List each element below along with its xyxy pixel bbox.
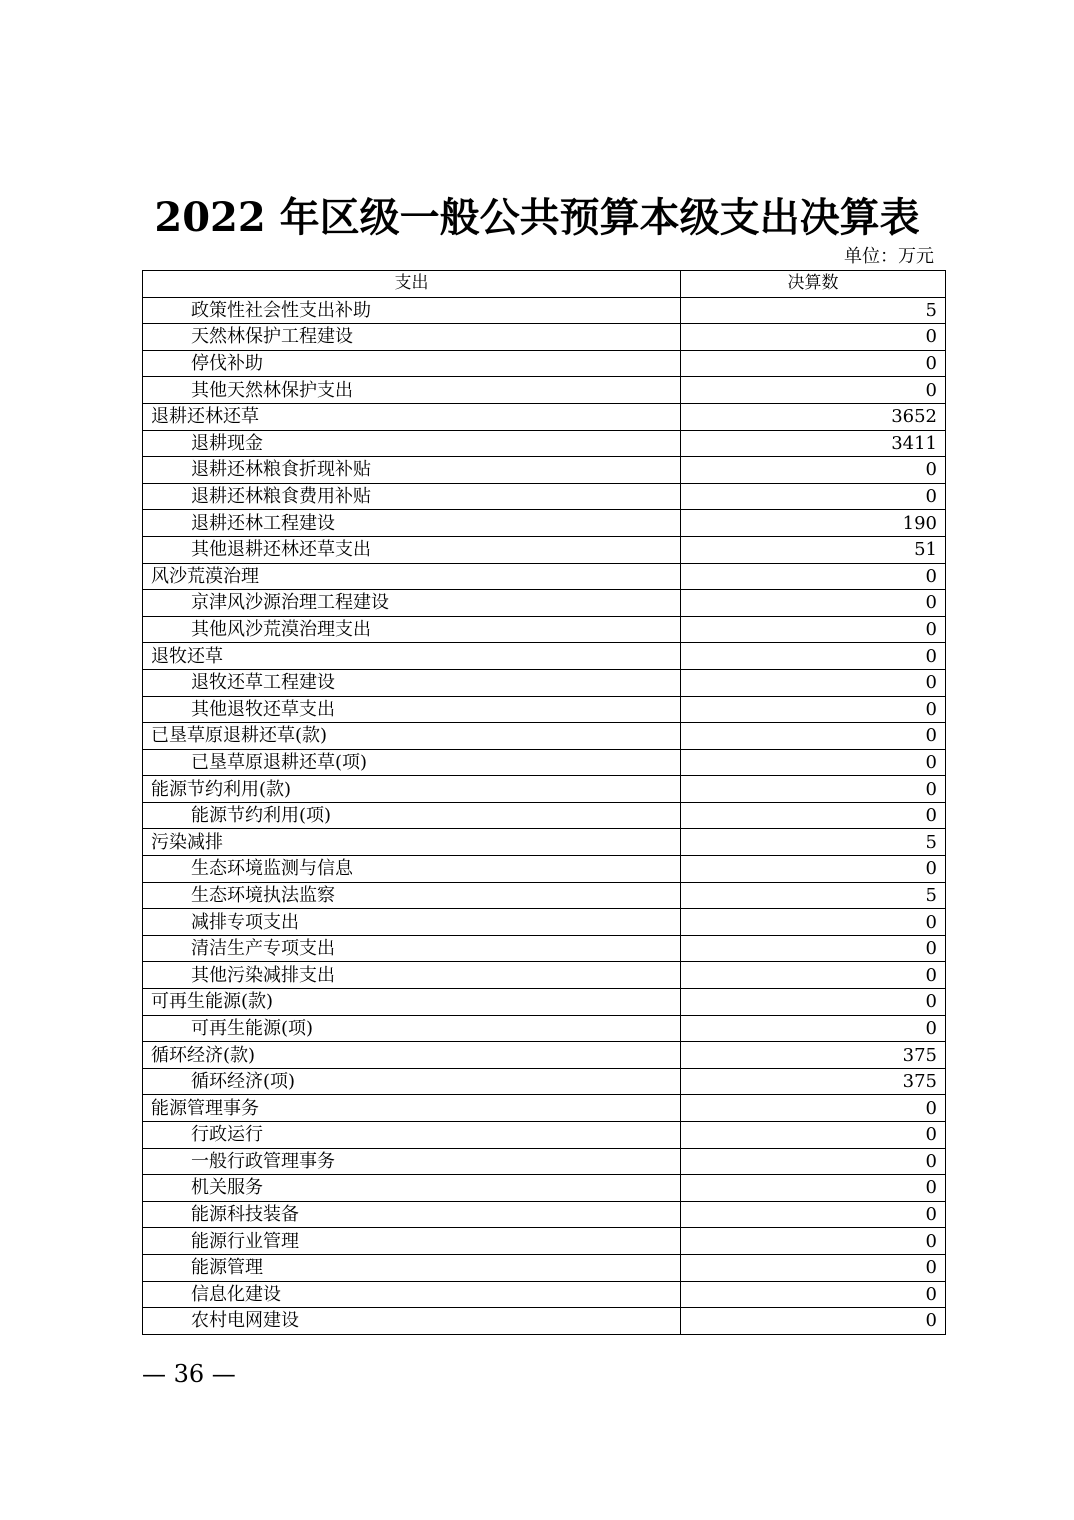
table-row bbox=[143, 1308, 946, 1335]
table-row bbox=[143, 430, 946, 457]
header-final-amount: 决算数 bbox=[681, 271, 946, 298]
table-body bbox=[143, 297, 946, 1334]
table-row bbox=[143, 1122, 946, 1149]
row-item-name: 循环经济(款) bbox=[143, 1042, 681, 1069]
row-item-value: 0 bbox=[681, 776, 946, 803]
table-row bbox=[143, 616, 946, 643]
row-item-name: 农村电网建设 bbox=[143, 1308, 681, 1335]
table-row bbox=[143, 1068, 946, 1095]
table-row bbox=[143, 909, 946, 936]
row-item-name: 其他退牧还草支出 bbox=[143, 696, 681, 723]
row-item-name: 可再生能源(项) bbox=[143, 1015, 681, 1042]
table-row bbox=[143, 1148, 946, 1175]
row-item-name: 其他风沙荒漠治理支出 bbox=[143, 616, 681, 643]
row-item-name: 一般行政管理事务 bbox=[143, 1148, 681, 1175]
row-item-name: 退牧还草工程建设 bbox=[143, 669, 681, 696]
page-number: — 36 — bbox=[142, 1360, 236, 1388]
table-row bbox=[143, 856, 946, 883]
table-row bbox=[143, 1015, 946, 1042]
table-row bbox=[143, 457, 946, 484]
page-title: 2022 年区级一般公共预算本级支出决算表 bbox=[154, 194, 920, 241]
row-item-name: 能源管理事务 bbox=[143, 1095, 681, 1122]
table-row bbox=[143, 962, 946, 989]
row-item-name: 退耕还林工程建设 bbox=[143, 510, 681, 537]
row-item-value: 0 bbox=[681, 989, 946, 1016]
row-item-value: 0 bbox=[681, 324, 946, 351]
table-row bbox=[143, 324, 946, 351]
row-item-name: 机关服务 bbox=[143, 1175, 681, 1202]
row-item-name: 循环经济(项) bbox=[143, 1068, 681, 1095]
row-item-name: 清洁生产专项支出 bbox=[143, 935, 681, 962]
row-item-value: 0 bbox=[681, 616, 946, 643]
row-item-value: 0 bbox=[681, 1281, 946, 1308]
table-row bbox=[143, 669, 946, 696]
row-item-name: 能源节约利用(项) bbox=[143, 802, 681, 829]
table-row bbox=[143, 590, 946, 617]
table-header-row bbox=[143, 271, 946, 298]
row-item-name: 停伐补助 bbox=[143, 350, 681, 377]
row-item-value: 0 bbox=[681, 669, 946, 696]
row-item-value: 0 bbox=[681, 590, 946, 617]
row-item-value: 375 bbox=[681, 1068, 946, 1095]
row-item-value: 3652 bbox=[681, 403, 946, 430]
table-row bbox=[143, 935, 946, 962]
row-item-name: 天然林保护工程建设 bbox=[143, 324, 681, 351]
row-item-name: 退耕还林还草 bbox=[143, 403, 681, 430]
row-item-name: 生态环境执法监察 bbox=[143, 882, 681, 909]
table-row bbox=[143, 749, 946, 776]
row-item-value: 0 bbox=[681, 1148, 946, 1175]
row-item-value: 190 bbox=[681, 510, 946, 537]
row-item-value: 0 bbox=[681, 1095, 946, 1122]
row-item-value: 0 bbox=[681, 1122, 946, 1149]
row-item-name: 退耕还林粮食费用补贴 bbox=[143, 483, 681, 510]
row-item-value: 0 bbox=[681, 377, 946, 404]
row-item-name: 可再生能源(款) bbox=[143, 989, 681, 1016]
table-row bbox=[143, 989, 946, 1016]
table-row bbox=[143, 403, 946, 430]
row-item-name: 退耕还林粮食折现补贴 bbox=[143, 457, 681, 484]
row-item-value: 0 bbox=[681, 856, 946, 883]
row-item-value: 0 bbox=[681, 962, 946, 989]
table-row bbox=[143, 350, 946, 377]
budget-table bbox=[142, 270, 946, 1335]
row-item-name: 政策性社会性支出补助 bbox=[143, 297, 681, 324]
header-expenditure: 支出 bbox=[143, 271, 681, 298]
row-item-value: 0 bbox=[681, 1015, 946, 1042]
row-item-value: 0 bbox=[681, 1175, 946, 1202]
row-item-value: 0 bbox=[681, 723, 946, 750]
table-row bbox=[143, 297, 946, 324]
table-row bbox=[143, 723, 946, 750]
row-item-value: 0 bbox=[681, 935, 946, 962]
table-row bbox=[143, 536, 946, 563]
row-item-value: 0 bbox=[681, 1201, 946, 1228]
row-item-name: 其他天然林保护支出 bbox=[143, 377, 681, 404]
table-row bbox=[143, 802, 946, 829]
row-item-value: 5 bbox=[681, 297, 946, 324]
table-row bbox=[143, 1281, 946, 1308]
row-item-value: 0 bbox=[681, 749, 946, 776]
row-item-name: 减排专项支出 bbox=[143, 909, 681, 936]
table-row bbox=[143, 882, 946, 909]
row-item-value: 0 bbox=[681, 802, 946, 829]
row-item-name: 其他污染减排支出 bbox=[143, 962, 681, 989]
unit-label: 单位：万元 bbox=[844, 246, 934, 267]
row-item-name: 污染减排 bbox=[143, 829, 681, 856]
row-item-name: 已垦草原退耕还草(项) bbox=[143, 749, 681, 776]
row-item-name: 行政运行 bbox=[143, 1122, 681, 1149]
table-row bbox=[143, 1175, 946, 1202]
table-row bbox=[143, 483, 946, 510]
row-item-value: 5 bbox=[681, 882, 946, 909]
row-item-value: 0 bbox=[681, 1228, 946, 1255]
row-item-name: 其他退耕还林还草支出 bbox=[143, 536, 681, 563]
row-item-value: 0 bbox=[681, 350, 946, 377]
table-row bbox=[143, 829, 946, 856]
table-row bbox=[143, 696, 946, 723]
row-item-value: 0 bbox=[681, 483, 946, 510]
row-item-name: 已垦草原退耕还草(款) bbox=[143, 723, 681, 750]
row-item-value: 5 bbox=[681, 829, 946, 856]
row-item-name: 生态环境监测与信息 bbox=[143, 856, 681, 883]
row-item-value: 0 bbox=[681, 1254, 946, 1281]
table-row bbox=[143, 510, 946, 537]
table-row bbox=[143, 1201, 946, 1228]
row-item-value: 0 bbox=[681, 643, 946, 670]
row-item-value: 375 bbox=[681, 1042, 946, 1069]
table-row bbox=[143, 1095, 946, 1122]
row-item-name: 风沙荒漠治理 bbox=[143, 563, 681, 590]
row-item-name: 信息化建设 bbox=[143, 1281, 681, 1308]
row-item-value: 0 bbox=[681, 563, 946, 590]
table-row bbox=[143, 1254, 946, 1281]
row-item-value: 0 bbox=[681, 909, 946, 936]
row-item-name: 能源节约利用(款) bbox=[143, 776, 681, 803]
table-row bbox=[143, 377, 946, 404]
row-item-value: 0 bbox=[681, 457, 946, 484]
row-item-name: 退耕现金 bbox=[143, 430, 681, 457]
row-item-name: 能源管理 bbox=[143, 1254, 681, 1281]
row-item-name: 退牧还草 bbox=[143, 643, 681, 670]
row-item-name: 京津风沙源治理工程建设 bbox=[143, 590, 681, 617]
row-item-value: 3411 bbox=[681, 430, 946, 457]
row-item-name: 能源科技装备 bbox=[143, 1201, 681, 1228]
table-row bbox=[143, 1228, 946, 1255]
table-row bbox=[143, 1042, 946, 1069]
table-row bbox=[143, 563, 946, 590]
row-item-name: 能源行业管理 bbox=[143, 1228, 681, 1255]
row-item-value: 0 bbox=[681, 1308, 946, 1335]
table-row bbox=[143, 776, 946, 803]
table-row bbox=[143, 643, 946, 670]
row-item-value: 51 bbox=[681, 536, 946, 563]
row-item-value: 0 bbox=[681, 696, 946, 723]
